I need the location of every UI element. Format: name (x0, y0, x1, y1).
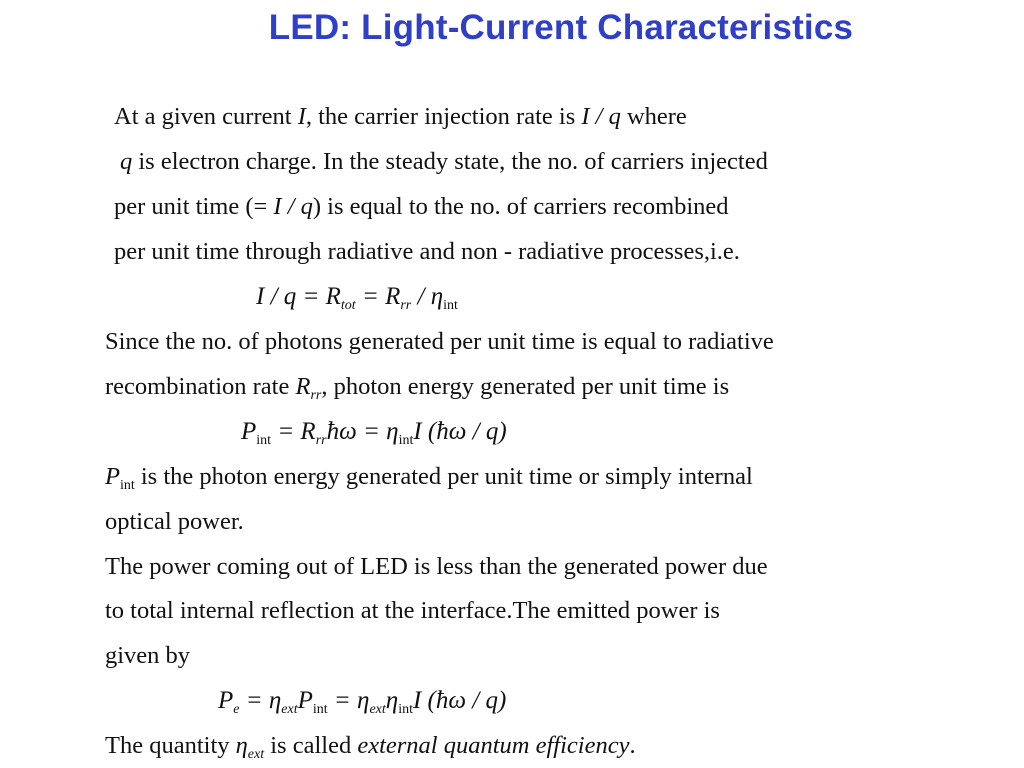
text-run: optical power. (105, 508, 244, 535)
text-run: , photon energy generated per unit time is (321, 373, 730, 400)
eq-part: I (ħω / q) (412, 687, 507, 714)
text-run: is called (264, 732, 358, 759)
symbol-rate: R (295, 373, 311, 400)
eq-part: ħω = η (326, 418, 399, 445)
eq-part: I / q = R (256, 283, 341, 310)
text-run: given by (105, 642, 191, 669)
subscript: ext (247, 747, 265, 762)
eq-subscript: rr (315, 433, 327, 448)
body-line-1 (114, 102, 687, 132)
eq-subscript: int (443, 298, 458, 313)
text-run: is the photon energy generated per unit time or simply internal (134, 463, 753, 490)
body-line-7 (105, 372, 729, 402)
term-external-quantum-efficiency: external quantum efficiency (357, 732, 630, 759)
text-run: Since the no. of photons generated per unit time is equal to radiative (105, 328, 774, 355)
text-run: The quantity (105, 732, 236, 759)
text-run: The power coming out of LED is less than the generated power due (105, 553, 768, 580)
eq-part: η (385, 687, 399, 714)
text-run: At a given current (114, 103, 298, 130)
eq-subscript: e (233, 702, 240, 717)
symbol-charge: q (120, 148, 133, 175)
eq-part: I (ħω / q) (413, 418, 507, 445)
eq-part: = η (327, 687, 370, 714)
eq-part: P (218, 687, 234, 714)
body-line-9 (105, 462, 753, 492)
eq-part: = R (271, 418, 316, 445)
body-line-6 (105, 327, 774, 357)
symbol-power: P (105, 463, 120, 490)
body-line-13 (105, 641, 190, 671)
text-run: is electron charge. In the steady state, the no. of carriers injected (132, 148, 768, 175)
text-run: per unit time through radiative and non - radiative processes,i.e. (114, 238, 740, 265)
eq-subscript: int (312, 702, 328, 717)
body-line-11 (105, 552, 768, 582)
body-line-4 (114, 237, 740, 267)
symbol-eta: η (235, 732, 248, 759)
slide-title: LED: Light-Current Characteristics (268, 8, 854, 47)
eq-part: P (241, 418, 257, 445)
equation-3 (218, 686, 506, 716)
eq-subscript: int (398, 433, 414, 448)
eq-subscript: int (398, 702, 413, 717)
eq-subscript: ext (369, 702, 386, 717)
eq-subscript: int (256, 433, 272, 448)
text-run: , the carrier injection rate is (305, 103, 582, 130)
equation-1 (256, 282, 458, 312)
symbol-current: I (297, 103, 306, 130)
eq-subscript: rr (400, 298, 412, 313)
text-run: where (620, 103, 687, 130)
text-run: per unit time (= (114, 193, 274, 220)
subscript: int (119, 478, 135, 493)
eq-part: / η (411, 283, 444, 310)
eq-part: P (297, 687, 313, 714)
symbol-injection-rate: I / q (581, 103, 621, 130)
body-line-2 (120, 147, 768, 177)
eq-subscript: tot (340, 298, 356, 313)
text-run: . (629, 732, 636, 759)
body-line-12 (105, 596, 720, 626)
body-line-3 (114, 192, 729, 222)
text-run: recombination rate (105, 373, 296, 400)
body-line-15 (105, 731, 636, 761)
eq-part: = η (239, 687, 282, 714)
body-line-10 (105, 507, 244, 537)
eq-subscript: ext (281, 702, 298, 717)
eq-part: = R (355, 283, 401, 310)
subscript: rr (310, 388, 322, 403)
symbol-injection-rate: I / q (273, 193, 313, 220)
equation-2 (241, 417, 507, 447)
text-run: ) is equal to the no. of carriers recombined (312, 193, 729, 220)
text-run: to total internal reflection at the interface.The emitted power is (105, 597, 720, 624)
